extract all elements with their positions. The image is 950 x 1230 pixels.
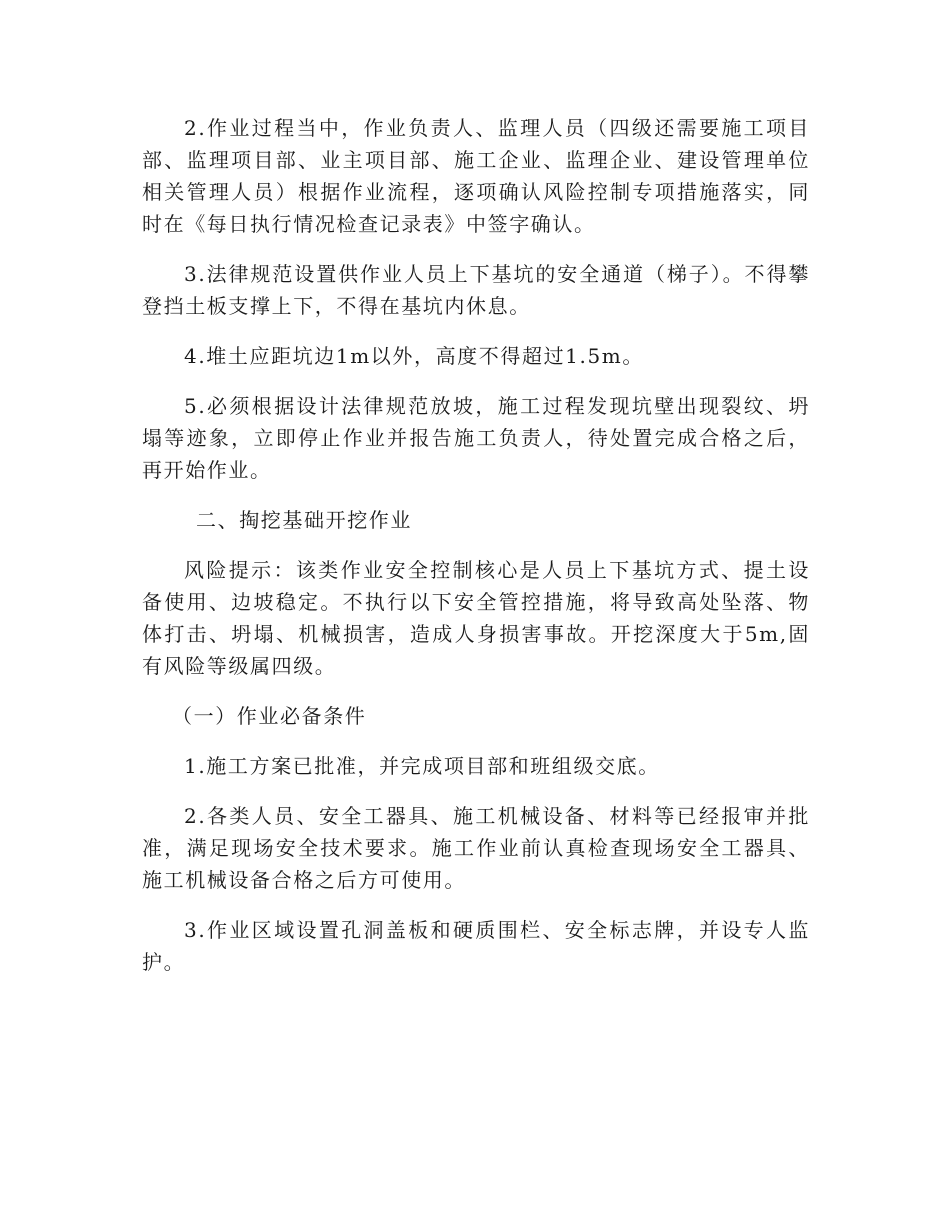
paragraph-item-3-safety-passage: 3.法律规范设置供作业人员上下基坑的安全通道（梯子）。不得攀登挡土板支撑上下，不得在基坑内休息。 [142,262,810,318]
risk-warning-paragraph: 风险提示：该类作业安全控制核心是人员上下基坑方式、提土设备使用、边坡稳定。不执行以下安全管控措施，将导致高处坠落、物体打击、坍塌、机械损害，造成人身损害事故。开挖深度大于5m,固有风险等级属四级。 [142,558,810,678]
document-body [142,112,810,996]
paragraph-item-4-soil-pile: 4.堆土应距坑边1m以外，高度不得超过1.5m。 [184,344,644,368]
sub-heading: （一）作业必备条件 [172,704,367,728]
paragraph-item-5-slope: 5.必须根据设计法律规范放坡，施工过程发现坑壁出现裂纹、坍塌等迹象，立即停止作业并报告施工负责人，待处置完成合格之后，再开始作业。 [142,394,810,482]
paragraph-condition-1: 1.施工方案已批准，并完成项目部和班组级交底。 [184,754,660,778]
paragraph-condition-2: 2.各类人员、安全工器具、施工机械设备、材料等已经报审并批准，满足现场安全技术要求。施工作业前认真检查现场安全工器具、施工机械设备合格之后方可使用。 [142,804,810,892]
section-heading: 二、掏挖基础开挖作业 [196,508,412,532]
paragraph-item-2-supervision: 2.作业过程当中，作业负责人、监理人员（四级还需要施工项目部、监理项目部、业主项目部、施工企业、监理企业、建设管理单位相关管理人员）根据作业流程，逐项确认风险控制专项措施落实，同时在《每日执行情况检查记录表》中签字确认。 [142,116,810,236]
paragraph-condition-3: 3.作业区域设置孔洞盖板和硬质围栏、安全标志牌，并设专人监护。 [142,918,810,974]
